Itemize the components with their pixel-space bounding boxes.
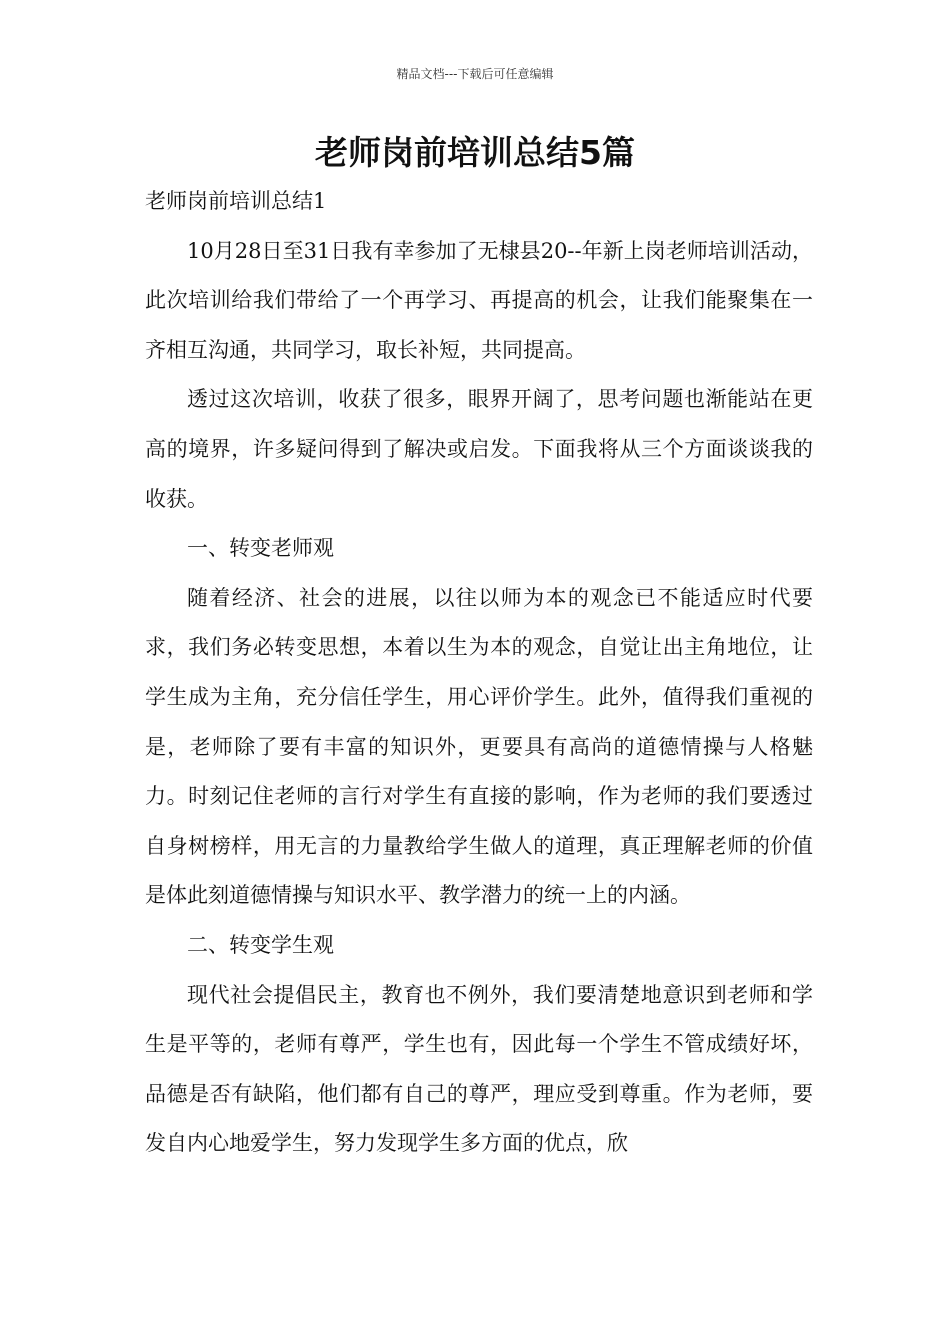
section-subtitle: 老师岗前培训总结1 xyxy=(145,189,327,213)
paragraph: 随着经济、社会的进展，以往以师为本的观念已不能适应时代要求，我们务必转变思想，本着以生为本的观念，自觉让出主角地位，让学生成为主角，充分信任学生，用心评价学生。此外，值得我们重视的是，老师除了要有丰富的知识外，更要具有高尚的道德情操与人格魅力。时刻记住老师的言行对学生有直接的影响，作为老师的我们要透过自身树榜样，用无言的力量教给学生做人的道理，真正理解老师的价值是体此刻道德情操与知识水平、教学潜力的统一上的内涵。 xyxy=(145,585,813,908)
section-heading: 一、转变老师观 xyxy=(187,536,334,561)
paragraph: 透过这次培训，收获了很多，眼界开阔了，思考问题也渐能站在更高的境界，许多疑问得到了解决或启发。下面我将从三个方面谈谈我的收获。 xyxy=(145,387,813,511)
document-body xyxy=(145,177,813,1169)
page-header: 精品文档---下载后可任意编辑 xyxy=(396,67,554,81)
document-title: 老师岗前培训总结5篇 xyxy=(315,133,635,172)
paragraph: 10月28日至31日我有幸参加了无棣县20--年新上岗老师培训活动，此次培训给我们带给了一个再学习、再提高的机会，让我们能聚集在一齐相互沟通，共同学习，取长补短，共同提高。 xyxy=(145,238,813,362)
section-heading: 二、转变学生观 xyxy=(187,932,334,957)
paragraph: 现代社会提倡民主，教育也不例外，我们要清楚地意识到老师和学生是平等的，老师有尊严，学生也有，因此每一个学生不管成绩好坏，品德是否有缺陷，他们都有自己的尊严，理应受到尊重。作为老师，要发自内心地爱学生，努力发现学生多方面的优点，欣 xyxy=(145,982,813,1156)
